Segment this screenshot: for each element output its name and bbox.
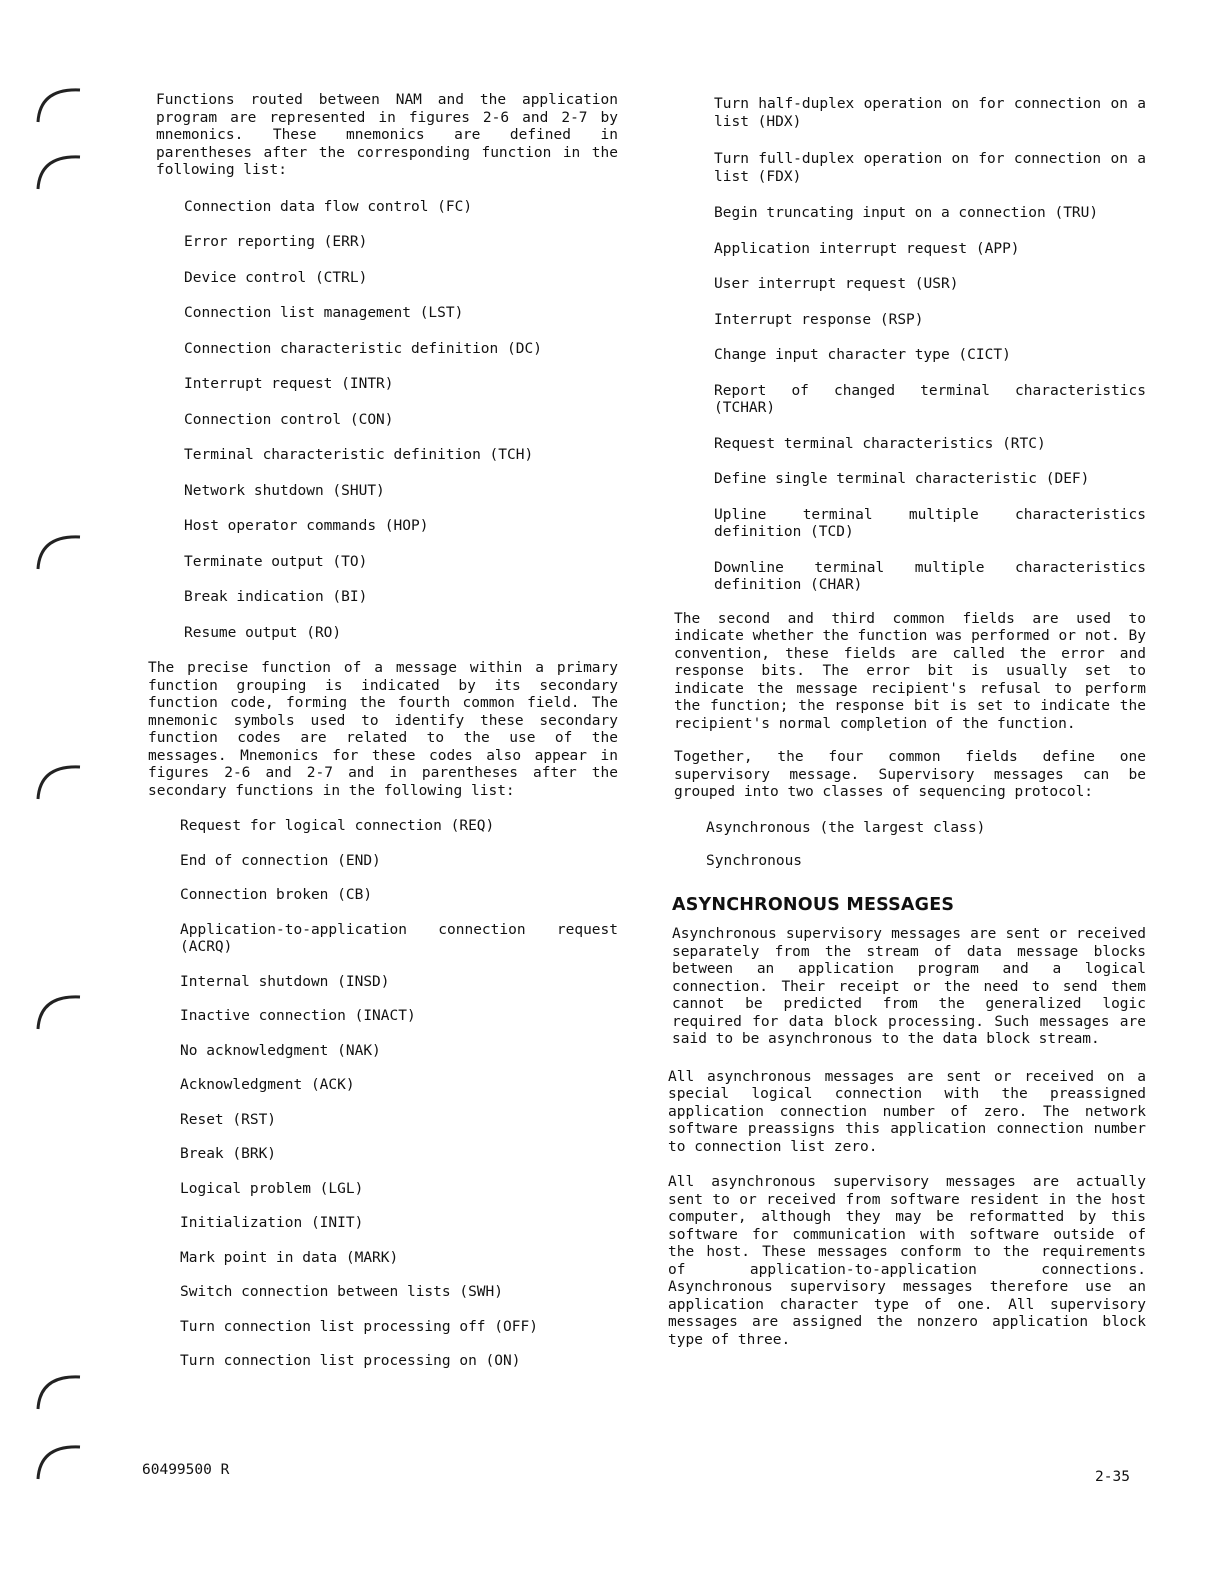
list-item: Reset (RST): [180, 1111, 277, 1128]
secondary-function-list-continued: [668, 96, 1146, 595]
list-item: Connection list management (LST): [184, 305, 464, 321]
async-paragraph-2: All asynchronous messages are sent or received on a special logical connection with the preassigned application connection number of zero. The network software preassigns this application connection number to connection list zero.: [668, 1068, 1146, 1155]
list-item: Turn full-duplex operation on for connection on a list (FDX): [714, 151, 1146, 185]
list-item: Request for logical connection (REQ): [180, 818, 495, 834]
section-heading: ASYNCHRONOUS MESSAGES: [672, 894, 955, 915]
list-item: Turn half-duplex operation on for connection on a list (HDX): [714, 96, 1146, 130]
together-paragraph: Together, the four common fields define one supervisory message. Supervisory messages can be grouped into two classes of sequencing protocol:: [674, 749, 1146, 800]
list-item: Switch connection between lists (SWH): [180, 1284, 504, 1300]
punch-hole-mark: [30, 525, 90, 575]
async-paragraph-1: Asynchronous supervisory messages are sent or received separately from the stream of data message blocks between an application program and a logical connection. Their receipt or the need to send them cannot be predicted from the generalized logic required for data block processing. Such messages are said to be asynchronous to the data block stream.: [672, 926, 1146, 1047]
list-item: Connection characteristic definition (DC): [184, 340, 542, 357]
list-item: Break indication (BI): [184, 589, 368, 605]
fields-paragraph: The second and third common fields are used to indicate whether the function was performed or not. By convention, these fields are called the error and response bits. The error bit is usually set to indicate the message recipient's refusal to perform the function; the response bit is set to indicate the recipient's normal completion of the function.: [674, 610, 1146, 732]
list-item: Application-to-application connection request (ACRQ): [180, 921, 618, 955]
list-item: Device control (CTRL): [184, 269, 368, 286]
list-item: Mark point in data (MARK): [180, 1249, 399, 1266]
list-item: Initialization (INIT): [180, 1215, 364, 1231]
list-item: Turn connection list processing on (ON): [180, 1353, 521, 1369]
list-item: Synchronous: [706, 853, 803, 869]
list-item: Turn connection list processing off (OFF): [180, 1318, 538, 1335]
list-item: Downline terminal multiple characteristics definition (CHAR): [714, 559, 1146, 593]
list-item: Interrupt request (INTR): [184, 376, 394, 392]
secondary-intro-paragraph: The precise function of a message within a primary function grouping is indicated by its secondary function code, forming the fourth common field. The mnemonic symbols used to identify these secondary function codes are related to the use of the messages. Mnemonics for these codes also appear in figures 2-6 and 2-7 and in parentheses after the secondary functions in the following list:: [148, 660, 618, 799]
list-item: Network shutdown (SHUT): [184, 482, 385, 499]
list-item: Report of changed terminal characteristics (TCHAR): [714, 382, 1146, 416]
list-item: Acknowledgment (ACK): [180, 1077, 355, 1093]
list-item: Terminate output (TO): [184, 553, 368, 570]
list-item: Connection data flow control (FC): [184, 198, 473, 215]
punch-hole-mark: [30, 755, 90, 805]
list-item: Logical problem (LGL): [180, 1180, 364, 1197]
secondary-function-list: [148, 818, 618, 1371]
list-item: Error reporting (ERR): [184, 234, 368, 250]
punch-hole-mark: [30, 78, 90, 128]
list-item: Host operator commands (HOP): [184, 518, 429, 534]
list-item: Define single terminal characteristic (DEF): [714, 471, 1090, 487]
list-item: Interrupt response (RSP): [714, 311, 924, 328]
list-item: Internal shutdown (INSD): [180, 973, 390, 990]
left-column: [148, 92, 618, 1371]
punch-hole-mark: [30, 1365, 90, 1415]
page-number: 2-35: [1095, 1469, 1130, 1485]
list-item: Application interrupt request (APP): [714, 240, 1020, 257]
list-item: Connection control (CON): [184, 411, 394, 428]
list-item: End of connection (END): [180, 852, 381, 869]
list-item: Resume output (RO): [184, 624, 342, 641]
list-item: Break (BRK): [180, 1146, 277, 1162]
primary-function-list: [148, 199, 618, 643]
punch-hole-mark: [30, 1435, 90, 1485]
punch-hole-mark: [30, 985, 90, 1035]
list-item: Asynchronous (the largest class): [706, 819, 986, 836]
list-item: Connection broken (CB): [180, 887, 373, 903]
document-number: 60499500 R: [142, 1462, 230, 1478]
punch-hole-mark: [30, 145, 90, 195]
right-column: [668, 96, 1146, 1349]
intro-paragraph: Functions routed between NAM and the application program are represented in figures 2-6 and 2-7 by mnemonics. These mnemonics are defined in parentheses after the corresponding function in the following list:: [156, 92, 618, 178]
list-item: User interrupt request (USR): [714, 276, 959, 292]
list-item: Request terminal characteristics (RTC): [714, 435, 1046, 452]
async-paragraph-3: All asynchronous supervisory messages are actually sent to or received from software resident in the host computer, although they may be reformatted by this software for communication with software outside of the host. These messages conform to the requirements of application-to-application connections. Asynchronous supervisory messages therefore use an application character type of one. All supervisory messages are assigned the nonzero application block type of three.: [668, 1174, 1146, 1348]
protocol-class-list: [668, 820, 1146, 871]
list-item: Inactive connection (INACT): [180, 1008, 416, 1024]
list-item: Upline terminal multiple characteristics definition (TCD): [714, 506, 1146, 540]
list-item: Terminal characteristic definition (TCH): [184, 447, 534, 463]
list-item: Begin truncating input on a connection (TRU): [714, 205, 1099, 221]
list-item: Change input character type (CICT): [714, 347, 1011, 363]
list-item: No acknowledgment (NAK): [180, 1042, 381, 1059]
